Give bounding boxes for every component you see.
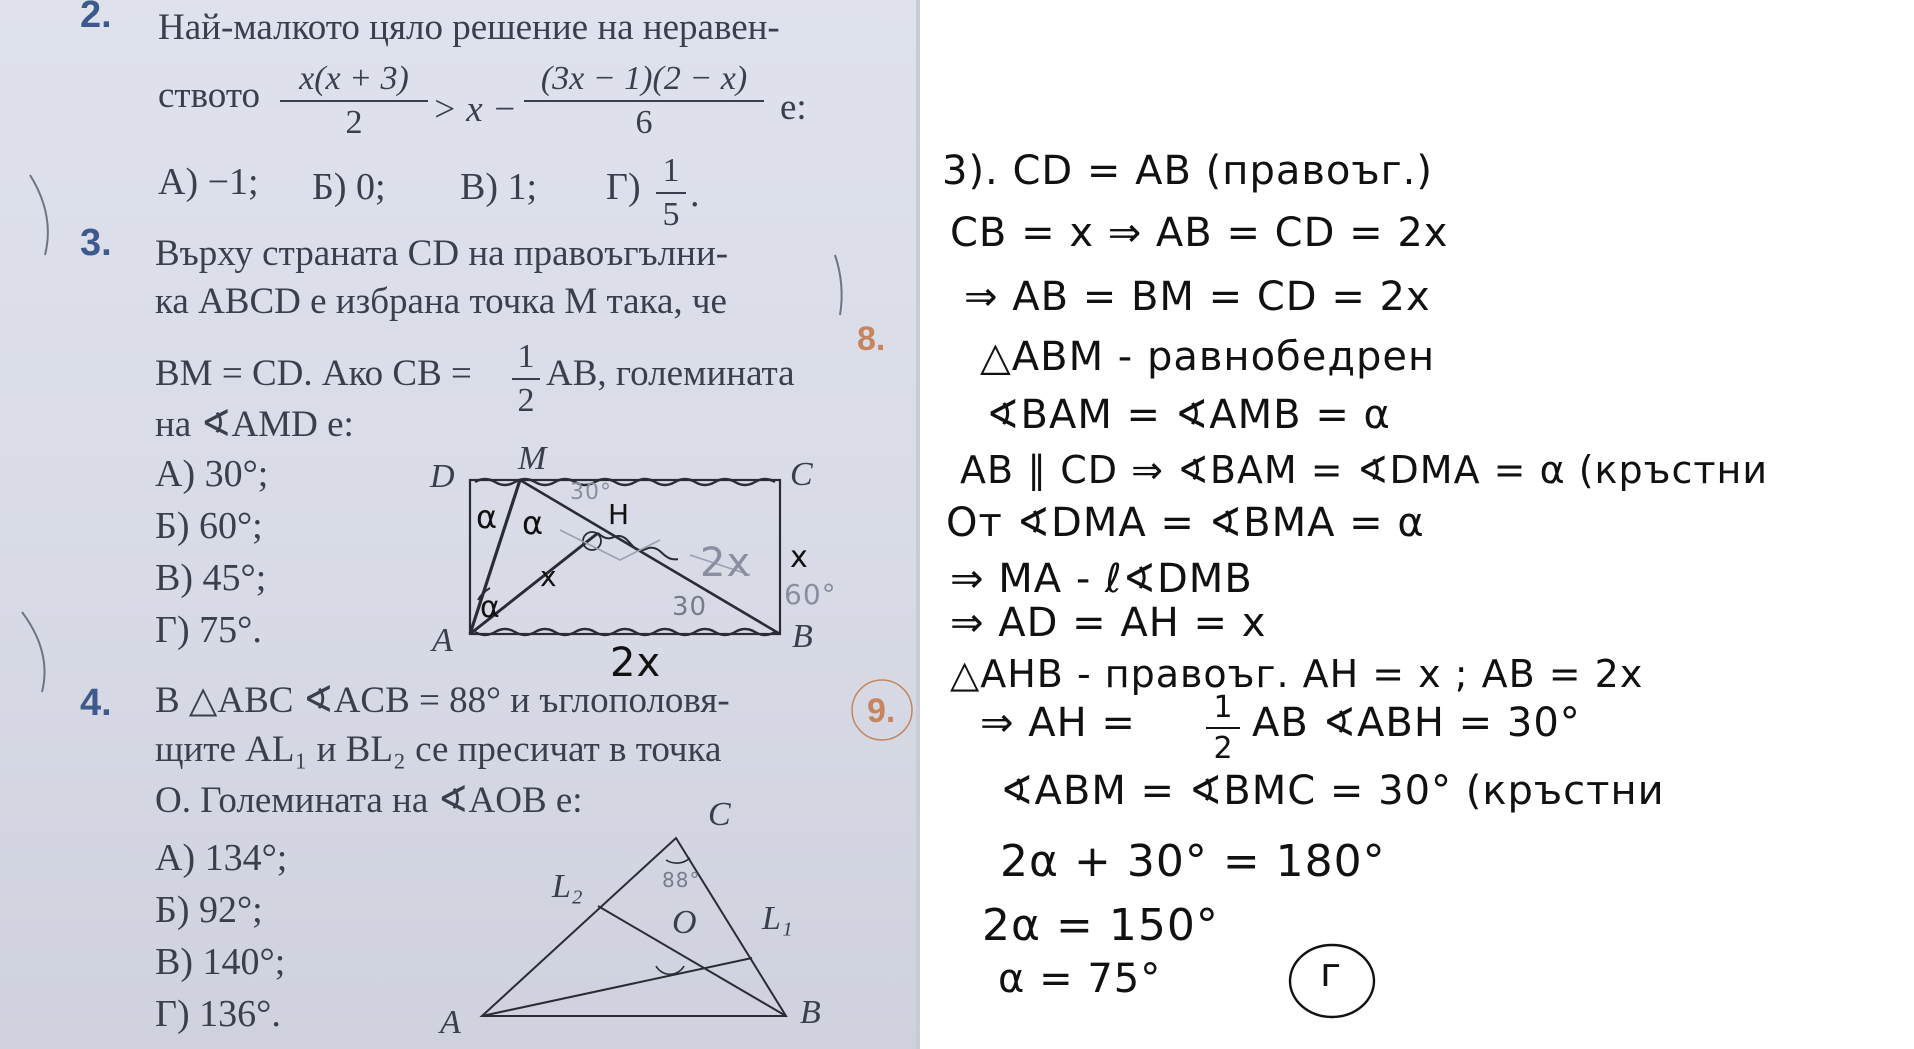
note-line-11: ⇒ AH = [980, 700, 1136, 746]
note-fraction-half: 1 2 [1206, 690, 1240, 766]
problem-2-option-d: Г) [606, 166, 641, 208]
problem-2-option-a: А) −1; [158, 161, 259, 203]
note-line-15: 2α = 150° [982, 900, 1219, 951]
note-answer: г [1320, 950, 1343, 996]
angle-c-mark [666, 858, 690, 863]
problem-2-end: е: [780, 87, 807, 128]
problem-2-fraction-1: x(x + 3) 2 [280, 60, 428, 142]
problem-3-option-b: Б) 60°; [155, 505, 263, 547]
triangle-point-l2: L₂ [552, 868, 583, 905]
problem-2-fraction-2: (3x − 1)(2 − x) 6 [524, 60, 764, 142]
point-b-label: B [792, 618, 813, 655]
problem-4-number: 4. [80, 682, 112, 724]
annotation-alpha-2: α [522, 504, 545, 542]
problem-2-option-d-end: . [690, 173, 700, 215]
annotation-30-bottom: 30 [672, 592, 708, 622]
problem-4-line2: щите AL₁ и BL₂ се пресичат в точка [155, 729, 722, 770]
annotation-30-top: 30° [570, 480, 612, 505]
problem-2-line2-start: ството [158, 75, 261, 116]
side-number-9: 9. [867, 692, 896, 730]
note-line-10: △AHB - правоъг. AH = x ; AB = 2x [950, 652, 1644, 696]
triangle-angle-88: 88° [662, 868, 701, 892]
note-line-3: ⇒ AB = BM = CD = 2x [964, 274, 1431, 320]
annotation-x-right: x [790, 540, 809, 575]
note-line-12: AB ∢ABH = 30° [1252, 700, 1581, 746]
triangle-point-o: O [672, 904, 697, 941]
annotation-x: x [540, 560, 558, 593]
annotation-2x-bottom: 2x [610, 640, 662, 686]
problem-3-fraction: 1 2 [512, 338, 540, 420]
point-c-label: C [790, 456, 813, 493]
problem-2-mid: > x − [432, 89, 517, 130]
point-m-label: M [518, 440, 547, 477]
annotation-2x-pencil: 2x [700, 540, 752, 586]
annotation-h: H [608, 498, 631, 531]
problem-3-option-c: В) 45°; [155, 557, 267, 599]
note-line-4: △ABM - равнобедрен [980, 334, 1436, 380]
problem-4-option-b: Б) 92°; [155, 889, 263, 931]
problem-3-line4: на ∢AMD е: [155, 404, 354, 445]
problem-3-line1: Върху страната CD на правоъгълни- [155, 233, 729, 274]
note-line-13: ∢ABM = ∢BMC = 30° (кръстни [1000, 768, 1665, 814]
problem-2-option-c: В) 1; [460, 166, 538, 208]
textbook-photo [0, 0, 920, 1049]
note-line-16: α = 75° [998, 956, 1162, 1002]
problem-4-line3: O. Големината на ∢AOB е: [155, 780, 583, 821]
note-line-8: ⇒ MA - ℓ∢DMB [950, 556, 1253, 602]
triangle-figure [0, 0, 920, 1049]
problem-3-option-a: А) 30°; [155, 453, 269, 495]
problem-3-option-d: Г) 75°. [155, 609, 262, 651]
annotation-alpha-3: α [480, 590, 501, 625]
note-line-9: ⇒ AD = AH = x [950, 600, 1267, 646]
triangle-point-b: B [800, 994, 821, 1031]
triangle-point-a: A [440, 1004, 461, 1041]
problem-3-line2: ка ABCD е избрана точка M така, че [155, 281, 727, 322]
problem-4-option-a: А) 134°; [155, 837, 288, 879]
triangle-point-c: C [708, 796, 731, 833]
problem-4-option-c: В) 140°; [155, 941, 286, 983]
side-number-8: 8. [857, 320, 886, 358]
problem-4-option-d: Г) 136°. [155, 993, 281, 1035]
problem-2-option-d-fraction: 1 5 [656, 152, 686, 234]
annotation-alpha-1: α [476, 498, 499, 536]
problem-2-line1: Най-малкото цяло решение на неравен- [158, 7, 780, 48]
handwritten-solution [920, 0, 1914, 1049]
note-line-14: 2α + 30° = 180° [1000, 836, 1386, 887]
note-line-6: AB ∥ CD ⇒ ∢BAM = ∢DMA = α (кръстни [960, 448, 1769, 492]
note-line-7: От ∢DMA = ∢BMA = α [946, 500, 1425, 546]
problem-2-number: 2. [80, 0, 112, 36]
point-d-label: D [430, 458, 455, 495]
note-line-2: CB = x ⇒ AB = CD = 2x [950, 210, 1449, 256]
problem-3-number: 3. [80, 222, 112, 264]
problem-3-line3-start: BM = CD. Ако CB = [155, 353, 472, 394]
problem-2-option-b: Б) 0; [312, 166, 386, 208]
bisector-al1 [482, 958, 752, 1016]
triangle-point-l1: L₁ [762, 900, 793, 937]
problem-4-line1: В △ABC ∢ACB = 88° и ъглополовя- [155, 680, 730, 721]
point-a-label: A [432, 622, 453, 659]
annotation-60: 60° [784, 578, 837, 611]
note-line-1: 3). CD = AB (правоъг.) [942, 148, 1433, 194]
problem-3-line3-end: AB, големината [546, 353, 795, 394]
note-line-5: ∢BAM = ∢AMB = α [986, 392, 1391, 438]
